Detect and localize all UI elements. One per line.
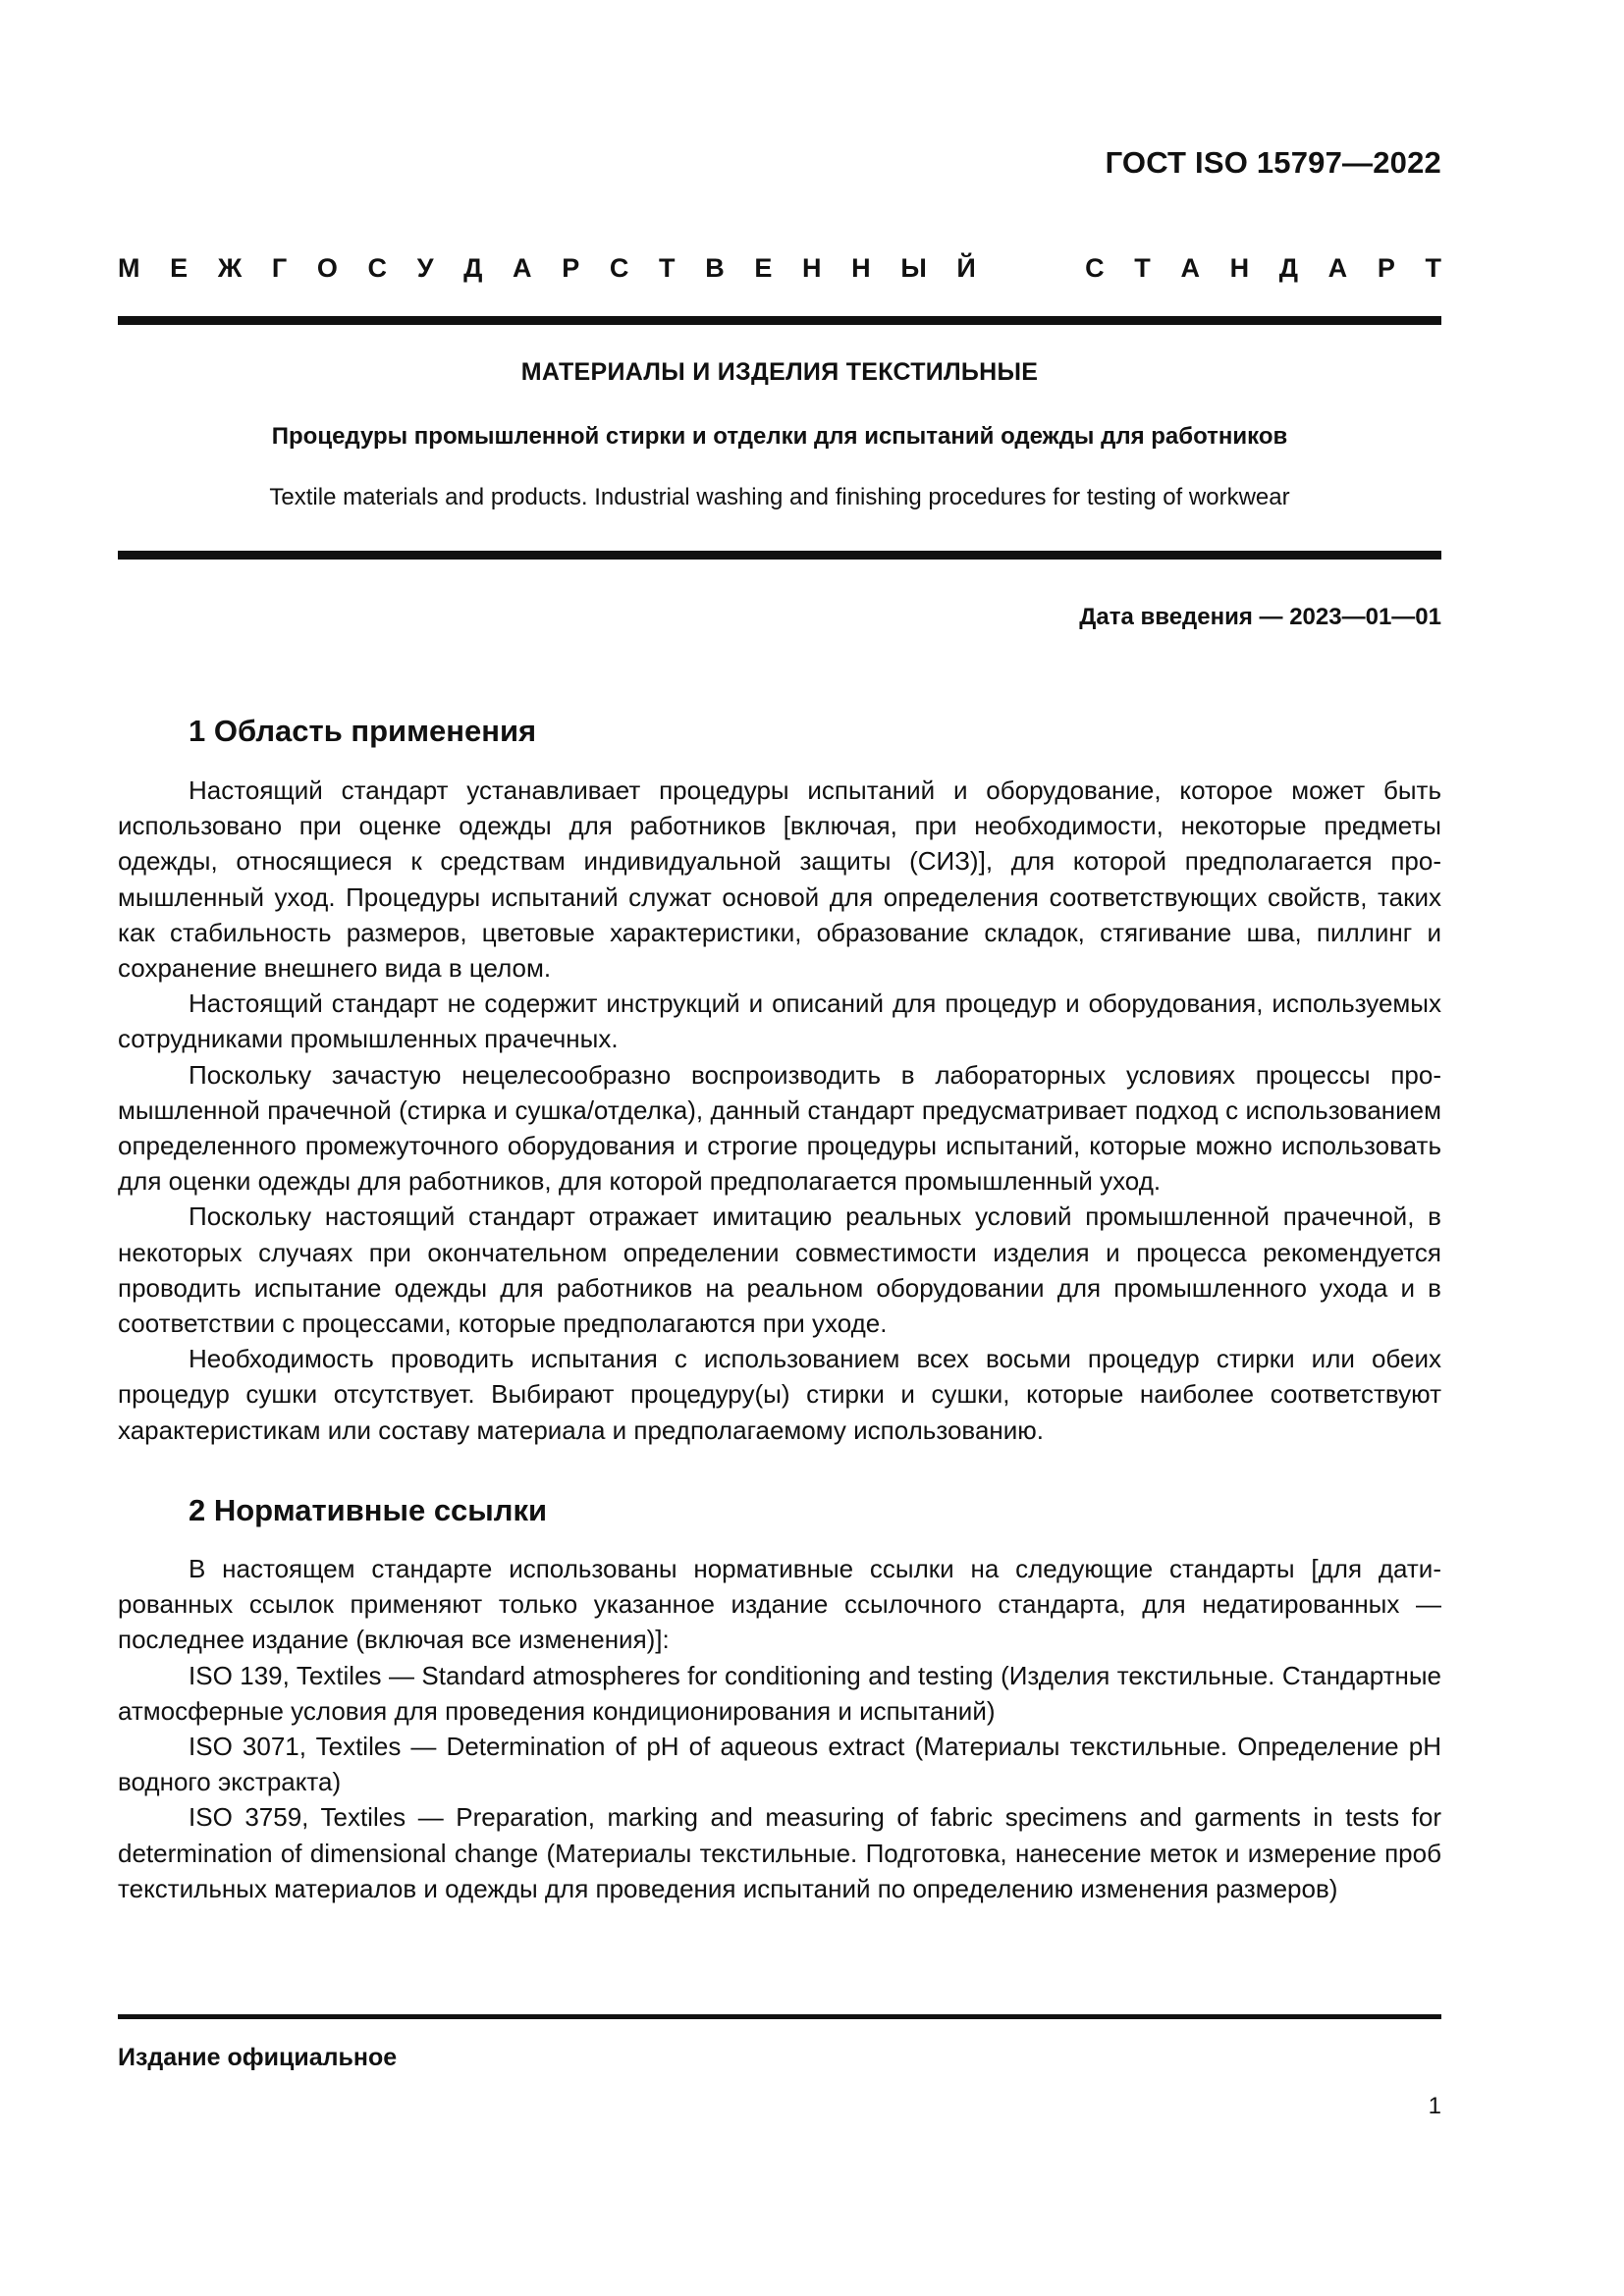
section-heading-scope: 1 Область применения xyxy=(189,714,537,748)
paragraph: Необходимость проводить испытания с использованием всех восьми процедур стирки или обеих процедур сушки отсутствует. Выбирают процедуру(ы) стирки и сушки, которые наиболее соответствуют характеристикам или составу материала и предполагаемому использованию. xyxy=(118,1344,1441,1445)
page-number: 1 xyxy=(1428,2093,1441,2119)
banner-letter: Р xyxy=(1377,253,1395,283)
banner-letter: С xyxy=(609,253,629,283)
banner-letter: Ж xyxy=(217,253,243,283)
paragraph: Поскольку настоящий стандарт отражает имитацию реальных условий промышленной прачечной, в некоторых случаях при окончательном определении совместимости изделия и процесса рекомендуется проводить испытание одежды для работников на реальном оборудовании для промышленного ухода и в соответствии с процессами, которые предполагаются при уходе. xyxy=(118,1201,1441,1339)
official-edition-label: Издание официальное xyxy=(118,2044,398,2071)
introduction-date: Дата введения — 2023—01—01 xyxy=(1079,604,1441,630)
banner-letter: М xyxy=(118,253,140,283)
banner-letter: А xyxy=(1180,253,1200,283)
banner-letter: У xyxy=(416,253,434,283)
banner-letter: Е xyxy=(170,253,189,283)
reference-item: ISO 3071, Textiles — Determination of pH of aqueous extract (Материалы текстильные. Определение pH водного экстракта) xyxy=(118,1732,1441,1797)
banner-letter: Н xyxy=(851,253,871,283)
document-subtitle: Процедуры промышленной стирки и отделки для испытаний одежды для работников xyxy=(271,423,1288,450)
banner-letter: Р xyxy=(562,253,580,283)
paragraph: Настоящий стандарт не содержит инструкций и описаний для процедур и оборудования, используемых сотрудниками промышленных прачечных. xyxy=(118,988,1441,1054)
banner-letter: С xyxy=(1085,253,1105,283)
banner-letter: Т xyxy=(1425,253,1441,283)
banner-letter: А xyxy=(513,253,532,283)
document-code: ГОСТ ISO 15797—2022 xyxy=(1105,145,1441,180)
english-title: Textile materials and products. Industrial washing and finishing procedures for testing of workwear xyxy=(269,484,1290,510)
section-body-scope xyxy=(118,773,1441,1448)
banner-letter: В xyxy=(705,253,725,283)
paragraph: Поскольку зачастую нецелесообразно воспроизводить в лабораторных условиях процессы промышленной прачечной (стирка и сушка/отделка), данный стандарт предусматривает подход с использованием определенного промежуточного оборудования и строгие процедуры испытаний, которые можно использовать для оценки одежды для работников, для которой предполагается промышленный уход. xyxy=(118,1059,1441,1197)
title-divider xyxy=(118,551,1441,560)
footer-divider xyxy=(118,2014,1441,2019)
paragraph: В настоящем стандарте использованы нормативные ссылки на следующие стандарты [для датированных ссылок применяют только указанное издание ссылочного стандарта, для недатированных — последнее издание (включая все изменения)]: xyxy=(118,1554,1441,1655)
banner-letter: С xyxy=(367,253,388,283)
document-page xyxy=(118,0,1441,2296)
banner-letter: Ы xyxy=(900,253,927,283)
reference-item: ISO 139, Textiles — Standard atmospheres for conditioning and testing (Изделия текстильные. Стандартные атмосферные условия для проведения кондиционирования и испытаний) xyxy=(118,1660,1441,1726)
banner-letter: Е xyxy=(754,253,773,283)
banner-word-gap xyxy=(1005,253,1055,284)
header-divider xyxy=(118,316,1441,325)
section-body-normative-references xyxy=(118,1551,1441,1906)
banner-letter: Н xyxy=(802,253,822,283)
interstate-standard-banner xyxy=(118,253,1441,284)
document-title: МАТЕРИАЛЫ И ИЗДЕЛИЯ ТЕКСТИЛЬНЫЕ xyxy=(520,358,1039,386)
banner-letter: Н xyxy=(1229,253,1250,283)
banner-letter: Г xyxy=(271,253,288,283)
banner-letter: Т xyxy=(659,253,676,283)
banner-letter: А xyxy=(1327,253,1348,283)
paragraph: Настоящий стандарт устанавливает процедуры испытаний и оборудование, которое может быть использовано при оценке одежды для работников [включая, при необходимости, некоторые предметы одежды, относящиеся к средствам индивидуальной защиты (СИЗ)], для которой предполагается промышленный уход. Процедуры испытаний служат основой для определения соответствующих свойств, таких как стабильность размеров, цветовые характеристики, образование складок, стягивание шва, пиллинг и сохранение внешнего вида в целом. xyxy=(118,775,1441,984)
banner-letter: Й xyxy=(956,253,976,283)
banner-letter: О xyxy=(316,253,338,283)
banner-letter: Д xyxy=(463,253,483,283)
banner-letter: Т xyxy=(1134,253,1151,283)
section-heading-normative-references: 2 Нормативные ссылки xyxy=(189,1493,548,1527)
banner-letter: Д xyxy=(1278,253,1299,283)
reference-item: ISO 3759, Textiles — Preparation, marking and measuring of fabric specimens and garments in tests for determination of dimensional change (Материалы текстильные. Подготовка, нанесение меток и измерение проб текстильных материалов и одежды для проведения испытаний по определению изменения размеров) xyxy=(118,1802,1441,1903)
